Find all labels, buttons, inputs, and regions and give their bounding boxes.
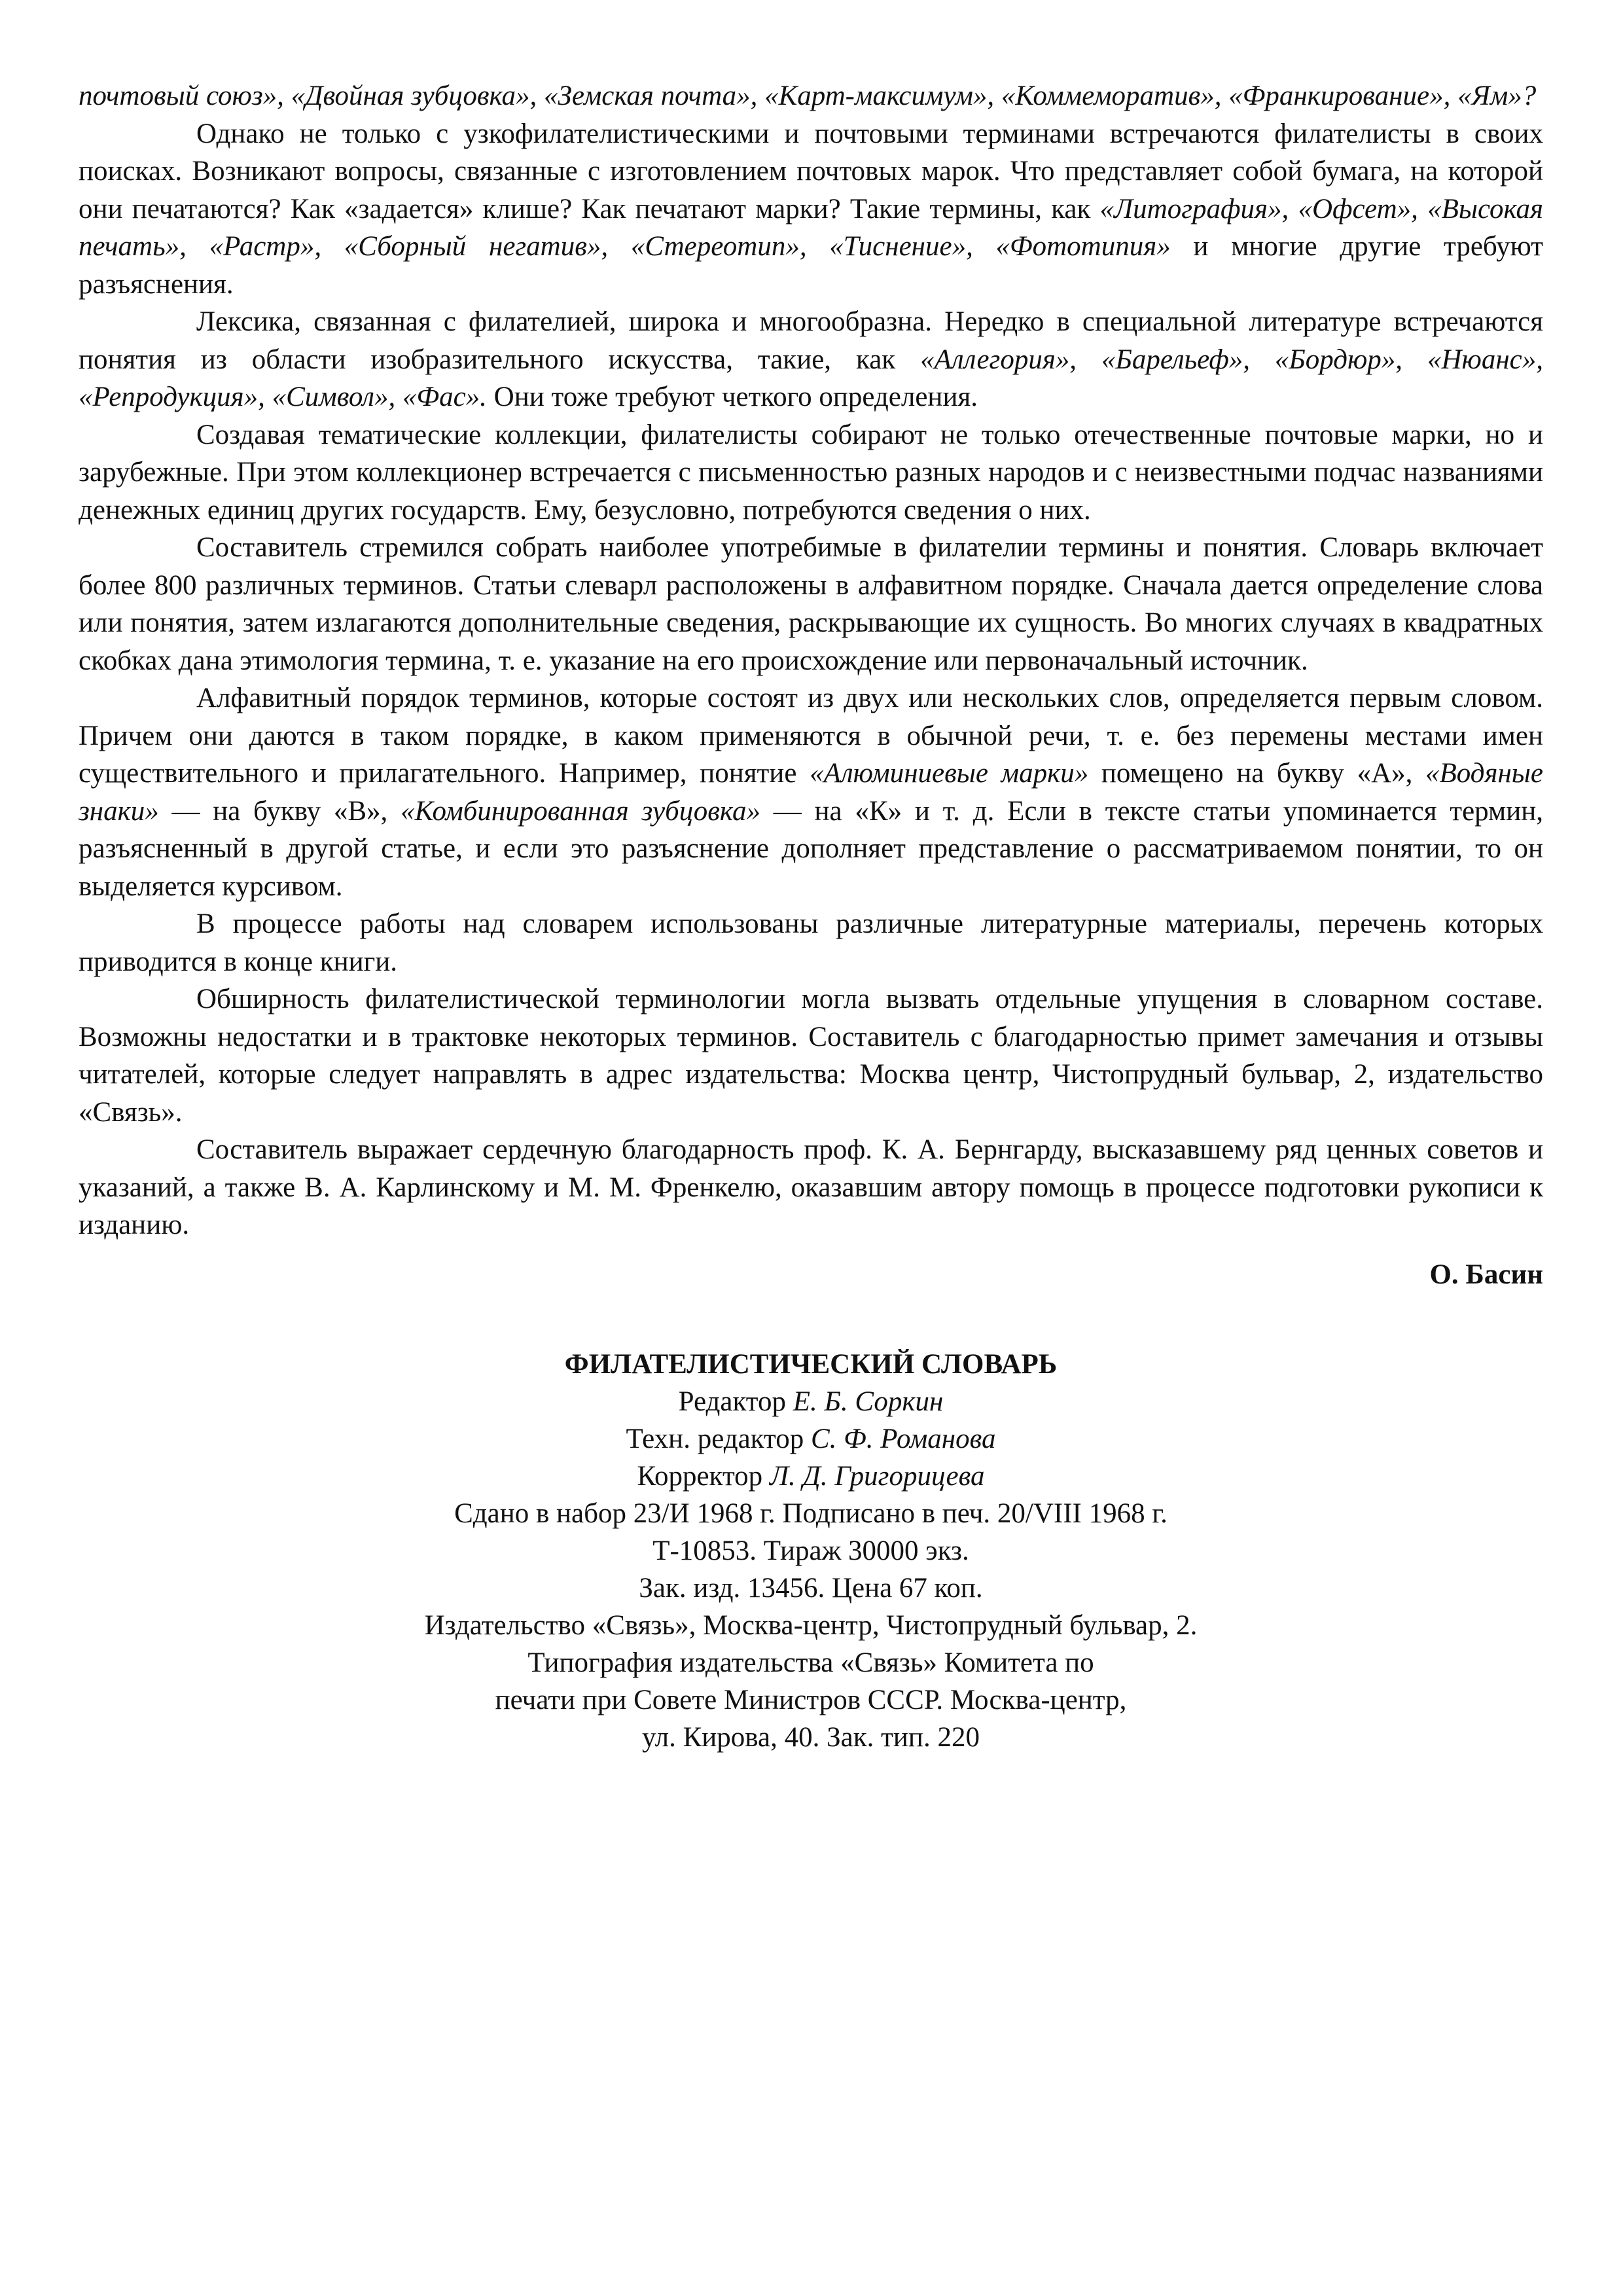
colophon (79, 1346, 1543, 1756)
tirage-line: Т-10853. Тираж 30000 экз. (652, 1535, 969, 1566)
paragraph-text: — на букву «В», (158, 795, 401, 827)
italic-terms: «Аллегория», «Барельеф», «Бордюр», «Нюанс», «Репродукция», «Символ», «Фас». (79, 344, 1543, 412)
italic-terms: «Литография», «Офсет», «Высокая печать», «Растр», «Сборный негатив», «Стереотип», «Тиснение», «Фототипия» (79, 193, 1543, 262)
printer-line-3: ул. Кирова, 40. Зак. тип. 220 (642, 1722, 980, 1753)
editor-label: Редактор (678, 1386, 793, 1417)
editor-line (79, 1383, 1543, 1420)
printer-line-2: печати при Совете Министров СССР. Москва-центр, (495, 1685, 1127, 1715)
paragraph-text: Однако не только с узкофилателистическими и почтовыми терминами встречаются филателисты в своих поисках. Возникают вопросы, связанные с изготовлением почтовых марок. Что представляет собой бумага, на которой они печатаются? Как «задается» клише? Как печатают марки? Такие термины, как (79, 118, 1543, 224)
paragraph-text: Лексика, связанная с филателией, широка и многообразна. Нередко в специальной литературе встречаются понятия из области изобразительного искусства, такие, как (79, 306, 1543, 375)
intro-paragraph (79, 77, 1543, 115)
editor-name: Е. Б. Соркин (793, 1386, 944, 1417)
intro-terms: почтовый союз», «Двойная зубцовка», «Земская почта», «Карт-максимум», «Коммеморатив», «Франкирование», «Ям»? (79, 81, 1537, 111)
tech-editor-label: Техн. редактор (626, 1424, 811, 1454)
italic-term: «Водяные знаки» (79, 758, 1544, 827)
italic-term: «Алюминиевые марки» (810, 758, 1089, 789)
paragraph-text: и многие другие требуют разъяснения. (79, 231, 1543, 300)
tech-editor-name: С. Ф. Романова (810, 1424, 996, 1454)
paragraph-text: помещено на букву «А», (1088, 758, 1426, 789)
order-line: Зак. изд. 13456. Цена 67 коп. (639, 1573, 983, 1604)
paragraph-text: Они тоже требуют четкого определения. (486, 382, 978, 412)
italic-term: «Комбинированная зубцовка» (401, 795, 760, 827)
paragraph-art-terms (79, 303, 1543, 416)
paragraph-thematic-collections: Создавая тематические коллекции, филателисты собирают не только отечественные почтовые марки, но и зарубежные. При этом коллекционер встречается с письменностью разных народов и с неизвестными подчас названиями денежных единиц других государств. Ему, безусловно, потребуются сведения о них. (79, 419, 1543, 526)
document-page (79, 77, 1543, 1756)
publisher-line: Издательство «Связь», Москва-центр, Чистопрудный бульвар, 2. (424, 1610, 1198, 1641)
paragraph-production-terms (79, 115, 1543, 304)
paragraph-feedback: Обширность филателистической терминологии могла вызвать отдельные упущения в словарном составе. Возможны недостатки и в трактовке некоторых терминов. Составитель с благодарностью примет замечания и отзывы читателей, которые следует направлять в адрес издательства: Москва центр, Чистопрудный бульвар, 2, издательство «Связь». (79, 984, 1543, 1128)
book-title: ФИЛАТЕЛИСТИЧЕСКИЙ СЛОВАРЬ (564, 1349, 1058, 1380)
paragraph-sources: В процессе работы над словарем использованы различные литературные материалы, перечень которых приводится в конце книги. (79, 908, 1543, 977)
dates-line: Сдано в набор 23/И 1968 г. Подписано в печ. 20/VIII 1968 г. (454, 1498, 1168, 1529)
paragraph-text: Алфавитный порядок терминов, которые состоят из двух или нескольких слов, определяется первым словом. Причем они даются в таком порядке, в каком применяются в обычной речи, т. е. без перемены местами имен существительного и прилагательного. Например, понятие (79, 683, 1543, 789)
author-signature: О. Басин (1429, 1259, 1543, 1290)
paragraph-alphabetical-order (79, 679, 1543, 905)
printer-line-1: Типография издательства «Связь» Комитета по (527, 1647, 1094, 1678)
paragraph-dictionary-structure: Составитель стремился собрать наиболее употребимые в филателии термины и понятия. Словарь включает более 800 различных терминов. Статьи слеварл расположены в алфавитном порядке. Сначала дается определение слова или понятия, затем излагаются дополнительные сведения, раскрывающие их сущность. Во многих случаях в квадратных скобках дана этимология термина, т. е. указание на его происхождение или первоначальный источник. (79, 532, 1543, 676)
corrector-label: Корректор (637, 1461, 770, 1492)
corrector-line (79, 1458, 1543, 1495)
paragraph-acknowledgements: Составитель выражает сердечную благодарность проф. К. А. Бернгарду, высказавшему ряд ценных советов и указаний, а также В. А. Карлинскому и М. М. Френкелю, оказавшим автору помощь в процессе подготовки рукописи к изданию. (79, 1134, 1543, 1240)
tech-editor-line (79, 1420, 1543, 1458)
paragraph-text: — на «К» и т. д. Если в тексте статьи упоминается термин, разъясненный в другой статье, и если это разъяснение дополняет представление о рассматриваемом понятии, то он выделяется курсивом. (79, 795, 1543, 902)
corrector-name: Л. Д. Григорицева (769, 1461, 985, 1492)
